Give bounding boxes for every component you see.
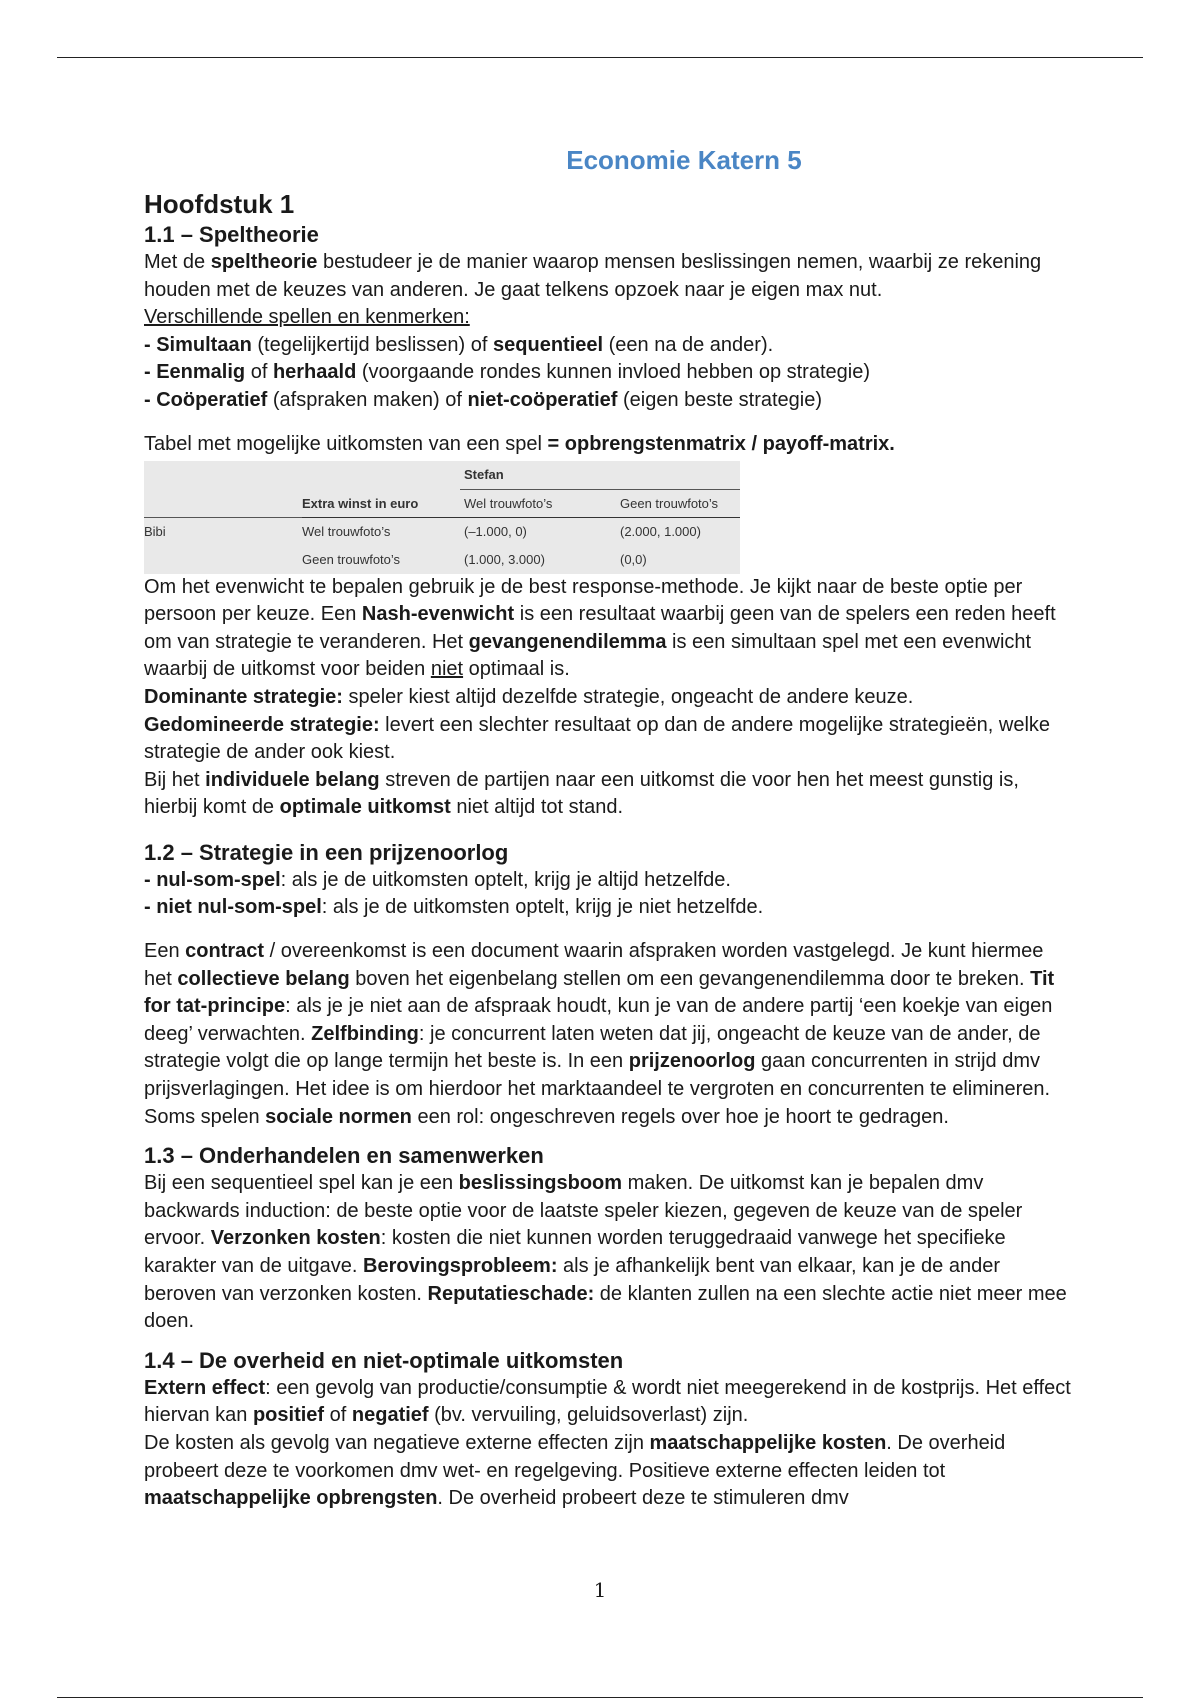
- document-title: Economie Katern 5: [566, 145, 802, 175]
- col-header: Geen trouwfoto’s: [604, 489, 740, 518]
- payoff-cell: (0,0): [620, 551, 647, 567]
- payoff-cell: (1.000, 3.000): [464, 551, 545, 567]
- payoff-cell: (2.000, 1.000): [620, 524, 701, 540]
- paragraph-individueel-belang: Bij het individuele belang streven de partijen naar een uitkomst die voor hen het meest gunstig is, hierbij komt de optimale uitkomst niet altijd tot stand.: [144, 768, 1019, 819]
- payoff-matrix: [144, 461, 740, 573]
- col-header: Wel trouwfoto’s: [460, 489, 604, 518]
- column-player-label: Stefan: [460, 461, 740, 489]
- page-content: [144, 142, 1074, 1513]
- paragraph-contract: Een contract / overeenkomst is een document waarin afspraken worden vastgelegd. Je kunt hiermee het collectieve belang boven het eigenbelang stellen om een gevangenendilemma door te breken. Tit for tat-principe: als je je niet aan de afspraak houdt, kun je van de andere partij ‘een koekje van eigen deeg’ verwachten. Zelfbinding: je concurrent laten weten dat jij, ongeacht de keuze van de ander, de strategie volgt die op lange termijn het beste is. In een prijzenoorlog gaan concurrenten in strijd dmv prijsverlagingen. Het idee is om hierdoor het marktaandeel te vergroten en concurrenten te elimineren. Soms spelen sociale normen een rol: ongeschreven regels over hoe je hoort te gedragen.: [144, 940, 1055, 1128]
- list-item: - Coöperatief (afspraken maken) of niet-coöperatief (eigen beste strategie): [144, 388, 823, 411]
- paragraph-gedomineerde-strategie: Gedomineerde strategie: levert een slechter resultaat op dan de andere mogelijke strategieën, welke strategie de ander ook kiest.: [144, 713, 1051, 764]
- footer-rule: [57, 1697, 1143, 1698]
- section-heading-1-2: 1.2 – Strategie in een prijzenoorlog: [144, 839, 509, 865]
- paragraph-dominante-strategie: Dominante strategie: speler kiest altijd dezelfde strategie, ongeacht de andere keuze.: [144, 685, 914, 708]
- paragraph-speltheorie: Met de speltheorie bestudeer je de manier waarop mensen beslissingen nemen, waarbij ze rekening houden met de keuzes van anderen. Je gaat telkens opzoek naar je eigen max nut.: [144, 251, 1042, 301]
- row-player-label: Bibi: [144, 524, 166, 540]
- payoff-cell: (–1.000, 0): [464, 524, 527, 540]
- list-item: - Eenmalig of herhaald (voorgaande rondes kunnen invloed hebben op strategie): [144, 361, 870, 384]
- paragraph-evenwicht: Om het evenwicht te bepalen gebruik je de best response-methode. Je kijkt naar de beste optie per persoon per keuze. Een Nash-evenwicht is een resultaat waarbij geen van de spelers een reden heeft om van strategie te veranderen. Het gevangenendilemma is een simultaan spel met een evenwicht waarbij de uitkomst voor beiden niet optimaal is.: [144, 575, 1056, 681]
- list-heading-spellen: Verschillende spellen en kenmerken:: [144, 306, 470, 329]
- list-item: - niet nul-som-spel: als je de uitkomsten optelt, krijg je niet hetzelfde.: [144, 896, 764, 919]
- paragraph-maatschappelijke-kosten: De kosten als gevolg van negatieve externe effecten zijn maatschappelijke kosten. De overheid probeert deze te voorkomen dmv wet- en regelgeving. Positieve externe effecten leiden tot maatschappelijke opbrengsten. De overheid probeert deze te stimuleren dmv: [144, 1431, 1006, 1510]
- paragraph-onderhandelen: Bij een sequentieel spel kan je een beslissingsboom maken. De uitkomst kan je bepalen dmv backwards induction: de beste optie voor de laatste speler kiezen, gegeven de keuze van de speler ervoor. Verzonken kosten: kosten die niet kunnen worden teruggedraaid vanwege het specifieke karakter van de uitgave. Berovingsprobleem: als je afhankelijk bent van elkaar, kan je de ander beroven van verzonken kosten. Reputatieschade: de klanten zullen na een slechte actie niet meer mee doen.: [144, 1172, 1067, 1333]
- header-rule: [57, 57, 1143, 58]
- section-heading-1-1: 1.1 – Speltheorie: [144, 222, 319, 247]
- list-item: - Simultaan (tegelijkertijd beslissen) of sequentieel (een na de ander).: [144, 333, 774, 356]
- chapter-heading: Hoofdstuk 1: [144, 189, 295, 219]
- list-item: - nul-som-spel: als je de uitkomsten optelt, krijg je altijd hetzelfde.: [144, 868, 731, 891]
- section-heading-1-3: 1.3 – Onderhandelen en samenwerken: [144, 1143, 544, 1169]
- section-heading-1-4: 1.4 – De overheid en niet-optimale uitkomsten: [144, 1347, 624, 1373]
- paragraph-extern-effect: Extern effect: een gevolg van productie/consumptie & wordt niet meegerekend in de kostprijs. Het effect hiervan kan positief of negatief (bv. vervuiling, geluidsoverlast) zijn.: [144, 1376, 1071, 1427]
- paragraph-matrix-intro: Tabel met mogelijke uitkomsten van een spel = opbrengstenmatrix / payoff-matrix.: [144, 432, 895, 455]
- row-label: Geen trouwfoto’s: [302, 551, 401, 567]
- page-number: 1: [593, 1578, 607, 1602]
- corner-label: Extra winst in euro: [302, 489, 460, 518]
- row-label: Wel trouwfoto’s: [302, 524, 391, 540]
